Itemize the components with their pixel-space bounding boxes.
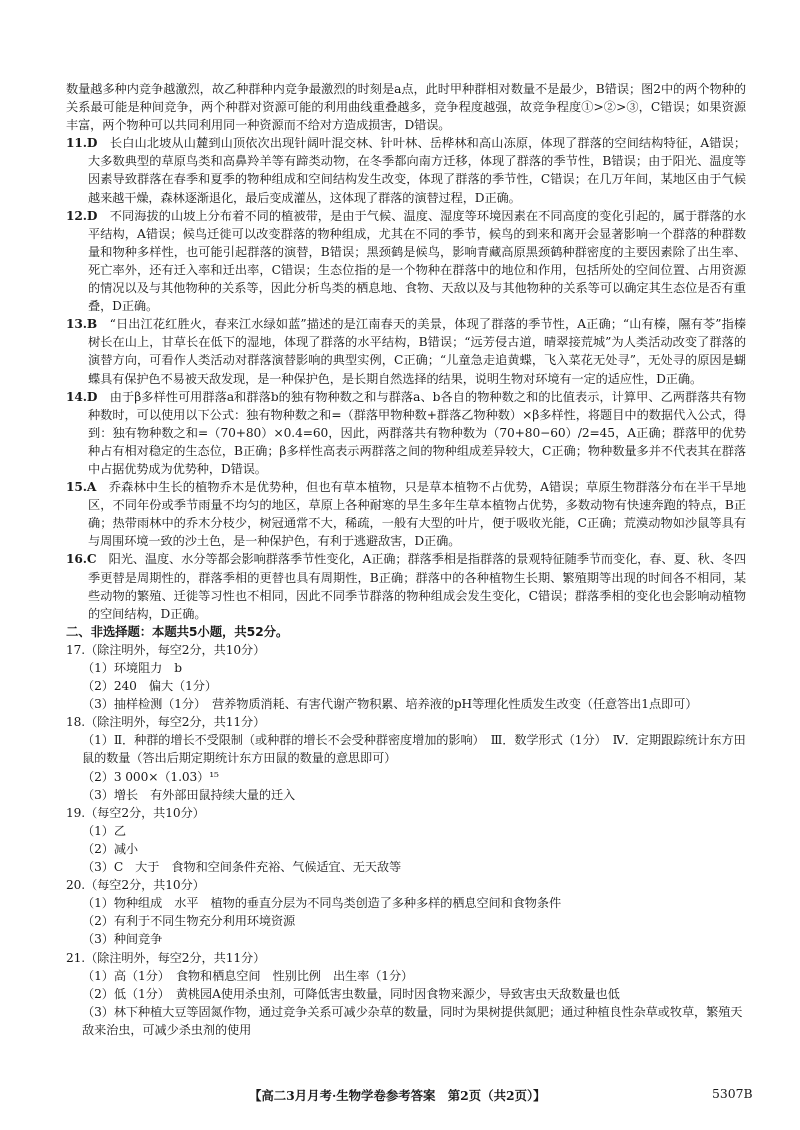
sub-answer: （3）种间竞争 [82,932,163,947]
question-17 [66,641,746,713]
answer-explanation: 不同海拔的山坡上分布着不同的植被带，是由于气候、温度、湿度等环境因素在不同高度的变化引起的，属于群落的水平结构，A错误；候鸟迁徙可以改变群落的物种组成，尤其在不同的季节，候鸟的到来和离开会显著影响一个群落的种群数量和物种多样性，也可能引起群落的演替，B错误；黑颈鹤是候鸟，影响青藏高原黑颈鹤种群密度的主要因素除了出生率、死亡率外，还有迁入率和迁出率，C错误；生态位指的是一个物种在群落中的地位和作用，包括所处的空间位置、占用资源的情况以及与其他物种的关系等，因此分析鸟类的栖息地、食物、天敌以及与其他物种的关系等可以确定其生态位是否有重叠，D正确。 [88,208,746,314]
sub-answer: （2）减小 [82,841,139,856]
question-18 [66,713,746,803]
answer-item-15 [66,478,746,550]
sub-answer: （3）增长 有外部田鼠持续大量的迁入 [82,787,296,802]
answer-item-16 [66,550,746,622]
answer-number: 16.C [66,552,97,567]
question-header: 17.（除注明外，每空2分，共10分） [66,642,266,657]
footer-code: 5307B [712,1086,753,1101]
answer-number: 11.D [66,136,98,151]
continued-explanation: 数量越多种内竞争越激烈，故乙种群种内竞争最激烈的时刻是a点，此时甲种群相对数量不是最少，B错误；图2中的两个物种的关系最可能是种间竞争，两个种群对资源可能的利用曲线重叠越多，竞争程度越强，故竞争程度①>②>③，C错误；如果资源丰富，两个物种可以共同利用同一种资源而不给对方造成损害，D错误。 [66,82,746,133]
answer-explanation: 乔森林中生长的植物乔木是优势种，但也有草本植物，只是草本植物不占优势，A错误；草原生物群落分布在半干旱地区，不同年份或季节雨量不均匀的地区，草原上各种耐寒的旱生多年生草本植物占优势，多数动物有快速奔跑的特点，B正确；热带雨林中的乔木分枝少，树冠通常不大，稀疏，一般有大型的叶片，便于吸收光能，C正确；荒漠动物如沙鼠等具有与周围环境一致的沙土色，是一种保护色，有利于逃避敌害，D正确。 [88,480,746,549]
sub-answer: （1）高（1分） 食物和栖息空间 性别比例 出生率（1分） [82,968,414,983]
question-header: 18.（除注明外，每空2分，共11分） [66,715,266,730]
choice-answers [66,134,746,623]
sub-answer: （3）C 大于 食物和空间条件充裕、气候适宜、无天敌等 [82,860,402,875]
question-20 [66,876,746,948]
answer-explanation: 阳光、温度、水分等都会影响群落季节性变化，A正确；群落季相是指群落的景观特征随季节而变化，春、夏、秋、冬四季更替是周期性的，群落季相的更替也具有周期性，B正确；群落中的各种植物生长期、繁殖期等出现的时间各不相同，某些动物的繁殖、迁徙等习性也不相同，因此不同季节群落的物种组成会发生变化，C错误；群落季相的变化也会影响动植物的空间结构，D正确。 [88,552,746,621]
sub-answer: （3）抽样检测（1分） 营养物质消耗、有害代谢产物积累、培养液的pH等理化性质发生改变（任意答出1点即可） [82,697,698,712]
answer-number: 13.B [66,317,98,332]
page-footer [0,1086,800,1106]
sub-answer: （3）林下种植大豆等固氮作物，通过竞争关系可减少杂草的数量，同时为果树提供氮肥；通过种植良性杂草或牧草，繁殖天敌来治虫，可减少杀虫剂的使用 [82,1004,743,1037]
question-header: 19.（每空2分，共10分） [66,805,205,820]
sub-answer: （1）环境阻力 b [82,661,182,675]
question-header: 20.（每空2分，共10分） [66,878,205,893]
sub-answer: （2）3 000×（1.03）¹⁵ [82,769,219,784]
sub-answer: （2）有利于不同生物充分利用环境资源 [82,914,296,929]
answer-item-14 [66,388,746,478]
answer-explanation: 由于β多样性可用群落a和群落b的独有物种数之和与群落a、b各自的物种数之和的比值表示，计算甲、乙两群落共有物种数时，可以使用以下公式：独有物种数之和=（群落甲物种数+群落乙物种数）×β多样性，将题目中的数据代入公式，得到：独有物种数之和=（70+80）×0.4=60，因此，两群落共有物种数为（70+80−60）/2=45，A正确；群落甲的优势种占有相对稳定的生态位，B正确；β多样性高表示两群落之间的物种组成差异较大，C正确；物种数量多并不代表其在群落中占据优势成为优势种，D错误。 [88,389,747,476]
answer-item-12 [66,207,746,316]
answer-content [66,80,746,1039]
question-21 [66,949,746,1039]
sub-answer: （1）乙 [82,823,126,838]
answer-explanation: “日出江花红胜火，春来江水绿如蓝”描述的是江南春天的美景，体现了群落的季节性，A正确；“山有榛，隰有苓”指榛树长在山上，甘草长在低下的湿地，体现了群落的水平结构，B错误；“远芳侵古道，晴翠接荒城”为人类活动改变了群落的演替方向，可看作人类活动对群落演替影响的典型实例，C正确；“儿童急走追黄蝶，飞入菜花无处寻”，无处寻的原因是蝴蝶具有保护色不易被天敌发现，是一种保护色，是长期自然选择的结果，说明生物对环境有一定的适应性，D正确。 [88,317,746,386]
sub-answer: （1）Ⅱ．种群的增长不受限制（或种群的增长不会受种群密度增加的影响） Ⅲ．数学形式（1分） Ⅳ．定期跟踪统计东方田鼠的数量（答出后期定期统计东方田鼠的数量的意思即可） [82,733,746,766]
answer-item-11 [66,134,746,206]
question-19 [66,804,746,876]
answer-number: 15.A [66,480,97,495]
sub-answer: （1）物种组成 水平 植物的垂直分层为不同鸟类创造了多种多样的栖息空间和食物条件 [82,896,562,911]
answer-item-13 [66,315,746,387]
answer-number: 14.D [66,389,98,404]
sub-answer: （2）低（1分） 黄桃园A使用杀虫剂，可降低害虫数量，同时因食物来源少，导致害虫天敌数量也低 [82,986,620,1001]
section-title: 二、非选择题：本题共5小题，共52分。 [66,623,289,639]
question-header: 21.（除注明外，每空2分，共11分） [66,950,266,965]
footer-title: 【高二3月月考·生物学卷参考答案 第2页（共2页）】 [249,1088,546,1103]
sub-answer: （2）240 偏大（1分） [82,679,217,694]
answer-number: 12.D [66,208,98,223]
answer-explanation: 长白山北坡从山麓到山顶依次出现针阔叶混交林、针叶林、岳桦林和高山冻原，体现了群落的空间结构特征，A错误；大多数典型的草原鸟类和高鼻羚羊等有蹄类动物，在冬季都向南方迁移，体现了群落的季节性，B错误；由于阳光、温度等因素导致群落在春季和夏季的物种组成和空间结构发生改变，体现了群落的季节性，C错误；在几万年间，某地区由于气候越来越干燥，森林逐渐退化，最后变成灌丛，这体现了群落的演替过程，D正确。 [88,136,747,205]
